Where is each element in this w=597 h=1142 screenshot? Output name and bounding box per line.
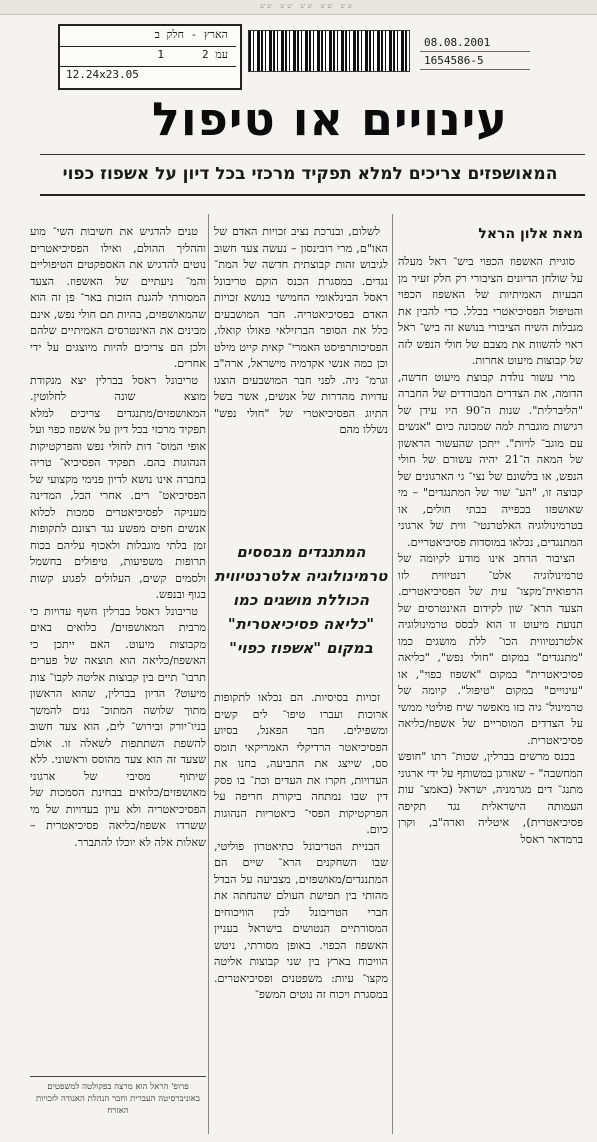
article-title: עינויים או טיפול bbox=[152, 92, 508, 146]
date-code-box bbox=[420, 34, 530, 74]
meta-size-row bbox=[60, 66, 236, 86]
column-left bbox=[30, 224, 206, 1072]
clipping-size: 12.24x23.05 bbox=[66, 68, 139, 81]
column-divider bbox=[392, 214, 393, 1134]
clipping-date: 08.08.2001 bbox=[420, 34, 530, 52]
clipping-top-strip bbox=[0, 0, 597, 15]
column-divider bbox=[208, 214, 209, 1134]
page-label: עמ 2 bbox=[202, 48, 228, 61]
title-divider bbox=[40, 154, 585, 155]
author-note: פרופ' הראל הוא מרצה בפקולטה למשפטים באוניברסיטה העברית וחבר הנהלת האגודה לזכויות האזרח bbox=[30, 1076, 206, 1131]
paragraph: סוגיית האשפוז הכפוי ביש־ ראל מעלה על שולחן הדיונים הציבורי רק חלק זעיר מן הבעיות האמיתיות של האשפוז הכפוי והטיפול הפסיכיאטרי בכלל. כדי להבין את מגבלות השיח הציבורי בנושא זה ביש־ ראל ראוי להשוות את מצבם של חולי הנפש לזה של קבוצות מיעוט אחרות. bbox=[398, 255, 583, 367]
publication-name: הארץ - חלק ב bbox=[154, 28, 228, 41]
column-middle-bottom bbox=[214, 690, 388, 1134]
paragraph: בכנס מרשים בברלין, שכות־ רתו "חופש המחשבה" – שאורגן במשותף על ידי ארגוני מתנג־ דים מגרמניה, ישראל (באמצ־ עות העמותה הישראלית נגד תקיפה פסיכיאטרית), איטליה וארה"ב, וקרן ברמדאר ראסל bbox=[398, 750, 583, 846]
clipping-meta-box bbox=[58, 24, 242, 90]
clipping-code: 1654586-5 bbox=[420, 52, 530, 70]
meta-publication-row bbox=[60, 26, 236, 47]
barcode-icon bbox=[248, 30, 410, 72]
pull-quote: המתנגדים מבססים טרמינולוגיה אלטרנטיווית הכוללת מושגים כמו "כליאה פסיכיאטרית" במקום "אשפוז כפוי" bbox=[214, 543, 388, 657]
paragraph: לשלום, ובנרכת נציב זכויות האדם של האו"ם, מרי רובינסון – נעשה צעד חשוב לגיבוש זהות קבוצתית חדשה של המת־ נגדים. במסגרת הכנס הוקם טריבונל ראסל הבינלאומי החמישי בנושא זכויות האדם בפסיכיאטריה. חבר המושבעים כלל את הסופר הברזילאי פאולו קואלו, הפסיכותרפיסט האמרי־ קאית קייט מילט וכן כמה אנשי אקדמיה מישראל, ארה"ב וגרמ־ ניה. לפני חבר המושבעים הוצגו עדויות מהדרות של אנשים, אשר בשל התיוג הפסיכיאטרי של "חולי נפש" נשללו מהם bbox=[214, 225, 388, 436]
meta-page-row bbox=[60, 46, 236, 67]
paragraph: טנים להדגיש את חשיבות השי־ מוע וההליך ההולם, ואילו הפסיכיאטרים נוטים להדגיש את האספקטים הטיפוליים והמ־ ניעתיים של האשפוז. הצעד המסורתי להגנת הזכות באר־ פן זה הוא שהמאושפזים, בהיות תם חולי נפש, אינם מבינים את האינטרסים האמיתיים שלהם ולכן הם צריכים להיות מיוצגים על ידי אחרים. bbox=[30, 225, 206, 370]
paragraph: מרי עשור נולדת קבוצת מיעוט חדשה, הדומה, את הצדדים המבודדים של החברה "הליברלית". שנות ה־90 היו עידן של רגישות מוגברת למה שמכונה כיום "אנשים עם מוגב־ לויות". ייתכן שהעשור הראשון של המאה ה־21 יהיה עשורם של חולי הנפש, או בלשונם של נצי־ גי הארגונים של קבוצה זו, "הע־ שור של המתנגדים" – מי שאושפזו בכפייה בבתי חולים, או בטרמינולוגיה האלטרנטי־ ווית של ארגוני המתנגדים, נכלאו במוסדות פסיכיאטריים. bbox=[398, 370, 583, 549]
article-byline: מאת אלון הראל bbox=[478, 226, 583, 242]
article-subtitle: המאושפזים צריכים למלא תפקיד מרכזי בכל דיון על אשפוז כפוי bbox=[62, 164, 558, 184]
column-right bbox=[398, 254, 583, 1134]
paragraph: הבניית הטריבונל כתיאטרון פוליטי, שבו השחקנים הרא־ שיים הם המתנגדים/מאושפזים, מצביעה על הבדל מהותי בין תפישת העולם שהנחתה את חברי הטריבונל לבין הוויכוחים המסורתיים הנטושים בישראל בעניין האשפוז הכפוי. באופן מסורתי, ניטש הוויכוח בארץ בין שני קבוצות אליטה מקצו־ עיות: משפטנים ופסיכיאטרים. במסגרת ויכוח זה נוטים המשפ־ bbox=[214, 839, 388, 1001]
subtitle-divider bbox=[40, 194, 585, 196]
paragraph: זכויות בסיסיות. הם נכלאו לתקופות ארוכות ועברו טיפו־ לים קשים ומשפילים. חבר הפאנל, בסיוע הפסיכיאטר הרדיקלי האמריקאי תומס סס, שייצג את התביעה, בחנו את העדויות, חקרו את העדים וכת־ בו פסק דין שבו נמתחה ביקורת חריפה על הפרקטיקות הפסי־ כיאטריות הנהוגות כיום. bbox=[214, 691, 388, 836]
faint-header-text: שש שש שש שש שש bbox=[260, 2, 355, 10]
paragraph: טריבונל ראסל בברלין יצא מנקודת מוצא שונה לחלוטין. המאושפזים/מתנגדים צריכים למלא תפקיד מרכזי בכל דיון על אשפוז כפוי ועל אופי המוס־ דות לחולי נפש והפרקטיקות הנהוגות בהם. תפקיד הפסיכיא־ טריה בחברה אינו נושא לדיון פנימי מקצועי של הפסיכיאט־ רים. אחרי הכל, המדינה מעניקה לפסיכיאטרים סמכות לכלוא אנשים חפים מפשע נגד רצונם לתקופות זמן בלתי מוגבלות ולאכוף עליהם בכוח תרופות משפיעות, טיפולים בחשמל ולסמים קשים, העלולים לפגוע קשות בגוף ובנפש. bbox=[30, 373, 206, 601]
paragraph: הציבור הרחב אינו מודע לקיומה של טרמינולוגיה אלט־ רנטיווית לזו הרפואית־מקצו־ עית של הפסיכיאטרים. הצעד הרא־ שון לקידום האינטרסים של תנועת מיעוט זו הוא לבסס טרמינולוגיה אלטרנטיווית הכו־ ללת מושגים כמו "מתנגדים" במקום "חולי נפש", "כליאה פסיכיאטרית" במקום "אשפוז כפוי", או "עינויים" במקום "טיפול". קיומה של טרמינול־ גיה כזו מאפשר שיח פוליטי ממשי על הצדדים המוסריים של אשפוז/כליאה פסיכיאטרית. bbox=[398, 552, 583, 747]
paragraph: טריבונל ראסל בברלין חשף עדויות כי מרבית המאושפזים/ כלואים באים מקבוצות מיעוט. האם ייתכן כי האשפוז/כליאה הוא תוצאה של פערים תרבו־ תיים בין קבוצות אליטה לקבו־ צות מיעוט? הדיון בברלין, שהוא הראשון מתוך שלושה המתוכ־ ננים להמשך בניו־יורק ובירוש־ לים, הוא צעד חשוב להשפת השתתפות לשאלה זו. אולם שצעד זה הוא צעד מהוסס וראשוני. ללא שיתוף מסיבי של ארגוני מאושפזים/כלואים בבחינת הסמכות של הפסיכיאטריה ולא עיון בעדויות של מי ששרדו אשפוז/כליאה פסיכיאטרית – שאלות אלה לא יוכלו להתברר. bbox=[30, 604, 206, 849]
page-number: 1 bbox=[157, 48, 164, 61]
column-middle-top bbox=[214, 224, 388, 532]
